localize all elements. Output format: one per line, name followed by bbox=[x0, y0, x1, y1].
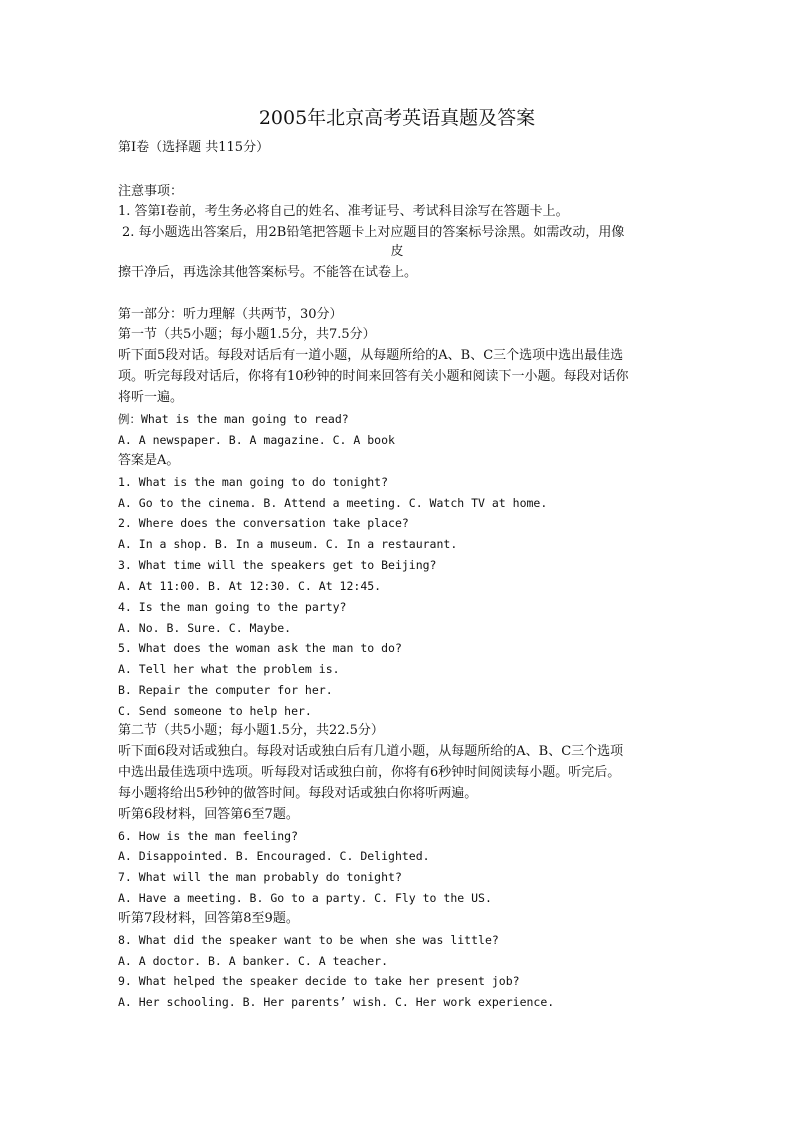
section-one-instruction: 听下面5段对话。每段对话后有一道小题，从每题所给的A、B、C三个选项中选出最佳选 bbox=[118, 348, 624, 363]
question-9: 9. What helped the speaker decide to take her present job? bbox=[118, 974, 520, 988]
note-2-line-1: 2. 每小题选出答案后，用2B铅笔把答题卡上对应题目的答案标号涂黑。如需改动，用像 bbox=[122, 225, 625, 240]
notes-heading: 注意事项： bbox=[118, 184, 184, 199]
section-two-instruction: 每小题将给出5秒钟的做答时间。每段对话或独白你将听两遍。 bbox=[118, 786, 478, 801]
example-options: A. A newspaper. B. A magazine. C. A book bbox=[118, 433, 395, 447]
question-5: 5. What does the woman ask the man to do? bbox=[118, 641, 402, 655]
question-5-option-a: A. Tell her what the problem is. bbox=[118, 662, 340, 676]
question-5-option-c: C. Send someone to help her. bbox=[118, 704, 312, 718]
material-7-heading: 听第7段材料，回答第8至9题。 bbox=[118, 911, 299, 926]
question-8-options: A. A doctor. B. A banker. C. A teacher. bbox=[118, 954, 389, 968]
question-7-options: A. Have a meeting. B. Go to a party. C. Fly to the US. bbox=[118, 891, 492, 905]
example-question: 例：What is the man going to read? bbox=[118, 412, 349, 426]
material-6-heading: 听第6段材料，回答第6至7题。 bbox=[118, 807, 299, 822]
note-2-wrap: 皮 bbox=[390, 244, 404, 259]
question-7: 7. What will the man probably do tonight? bbox=[118, 870, 402, 884]
question-5-option-b: B. Repair the computer for her. bbox=[118, 683, 333, 697]
question-1-options: A. Go to the cinema. B. Attend a meeting. C. Watch TV at home. bbox=[118, 496, 548, 510]
question-8: 8. What did the speaker want to be when she was little? bbox=[118, 933, 499, 947]
note-1: 1. 答第Ⅰ卷前，考生务必将自己的姓名、准考证号、考试科目涂写在答题卡上。 bbox=[118, 204, 569, 219]
section-one-instruction: 项。听完每段对话后，你将有10秒钟的时间来回答有关小题和阅读下一小题。每段对话你 bbox=[118, 369, 629, 384]
part-one-title: 第一部分：听力理解（共两节，30分） bbox=[118, 307, 343, 322]
section-one-heading: 第一节（共5小题；每小题1.5分，共7.5分） bbox=[118, 327, 376, 342]
section-two-instruction: 听下面6段对话或独白。每段对话或独白后有几道小题，从每题所给的A、B、C三个选项 bbox=[118, 744, 624, 759]
page-title: 2005年北京高考英语真题及答案 bbox=[258, 107, 536, 129]
part-header: 第Ⅰ卷（选择题 共115分） bbox=[118, 140, 270, 155]
question-6: 6. How is the man feeling? bbox=[118, 829, 299, 843]
question-1: 1. What is the man going to do tonight? bbox=[118, 475, 389, 489]
question-2-options: A. In a shop. B. In a museum. C. In a restaurant. bbox=[118, 537, 458, 551]
question-3-options: A. At 11:00. B. At 12:30. C. At 12:45. bbox=[118, 579, 382, 593]
section-two-heading: 第二节（共5小题；每小题1.5分，共22.5分） bbox=[118, 723, 384, 738]
question-4-options: A. No. B. Sure. C. Maybe. bbox=[118, 621, 292, 635]
note-2-line-2: 擦干净后，再选涂其他答案标号。不能答在试卷上。 bbox=[118, 265, 418, 280]
question-9-options: A. Her schooling. B. Her parents’ wish. C. Her work experience. bbox=[118, 995, 555, 1009]
section-two-instruction: 中选出最佳选项中选项。听每段对话或独白前，你将有6秒钟时间阅读每小题。听完后。 bbox=[118, 765, 621, 780]
example-answer: 答案是A。 bbox=[118, 453, 180, 468]
question-2: 2. Where does the conversation take place? bbox=[118, 516, 409, 530]
question-6-options: A. Disappointed. B. Encouraged. C. Delighted. bbox=[118, 849, 430, 863]
question-4: 4. Is the man going to the party? bbox=[118, 600, 347, 614]
question-3: 3. What time will the speakers get to Beijing? bbox=[118, 558, 437, 572]
section-one-instruction: 将听一遍。 bbox=[118, 390, 184, 405]
